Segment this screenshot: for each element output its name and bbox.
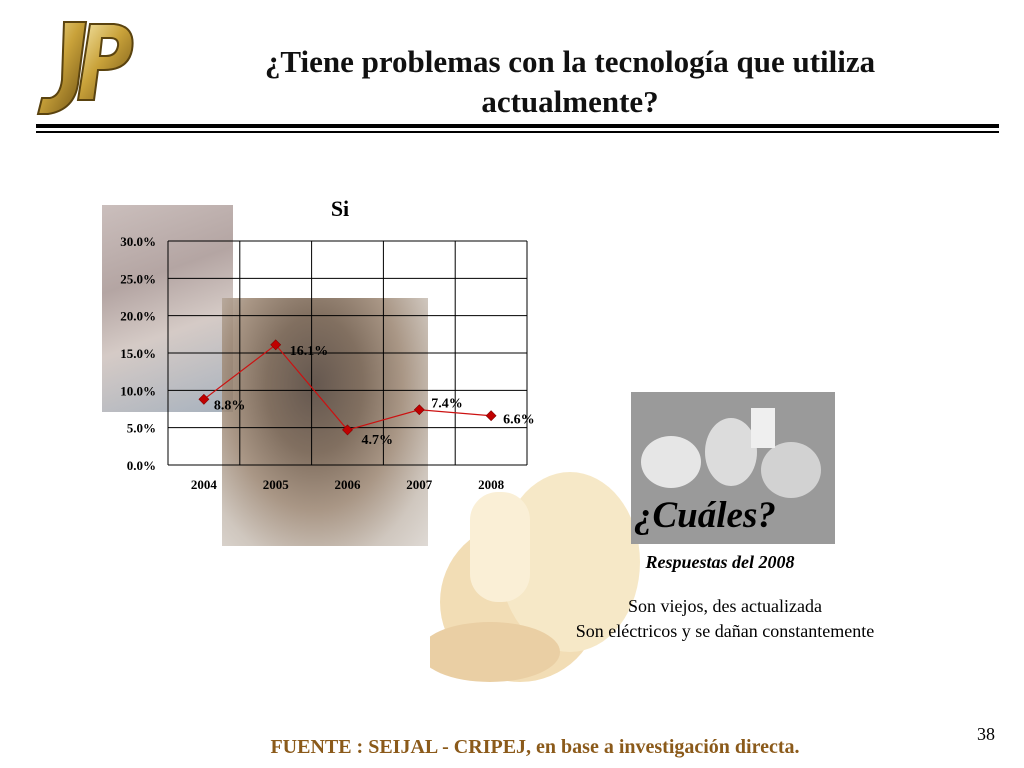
data-point	[199, 394, 209, 404]
answer-item: Son viejos, des actualizada	[628, 596, 822, 616]
y-tick-label: 30.0%	[120, 234, 156, 249]
x-tick-label: 2004	[190, 477, 217, 492]
data-label: 6.6%	[503, 412, 535, 428]
y-tick-label: 10.0%	[120, 383, 156, 399]
answer-item: Son eléctricos y se dañan constantemente	[575, 621, 875, 641]
data-point	[414, 405, 424, 415]
answers-subheading: Respuestas del 2008	[645, 552, 795, 572]
x-tick-label: 2005	[262, 477, 289, 492]
data-label: 4.7%	[361, 432, 393, 448]
y-tick-label: 0.0%	[126, 458, 156, 473]
x-tick-label: 2007	[406, 477, 433, 492]
y-tick-label: 25.0%	[120, 271, 156, 287]
slide-title: ¿Tiene problemas con la tecnología que utiliza actualmente?	[264, 44, 876, 119]
y-tick-label: 5.0%	[126, 420, 156, 436]
chart-title: Si	[330, 196, 350, 221]
x-tick-label: 2008	[478, 477, 505, 492]
source-note: FUENTE : SEIJAL - CRIPEJ, en base a investigación directa.	[270, 736, 800, 758]
y-tick-label: 15.0%	[120, 346, 156, 361]
x-tick-label: 2006	[334, 477, 361, 492]
data-label: 7.4%	[431, 396, 463, 412]
answer-list	[520, 594, 930, 644]
cuales-heading: ¿Cuáles?	[634, 495, 776, 536]
data-label: 8.8%	[213, 398, 246, 414]
y-tick-label: 20.0%	[120, 308, 156, 324]
page-number: 38	[977, 724, 995, 744]
data-label: 16.1%	[289, 343, 329, 359]
series-line	[204, 345, 491, 430]
data-point	[486, 411, 496, 421]
